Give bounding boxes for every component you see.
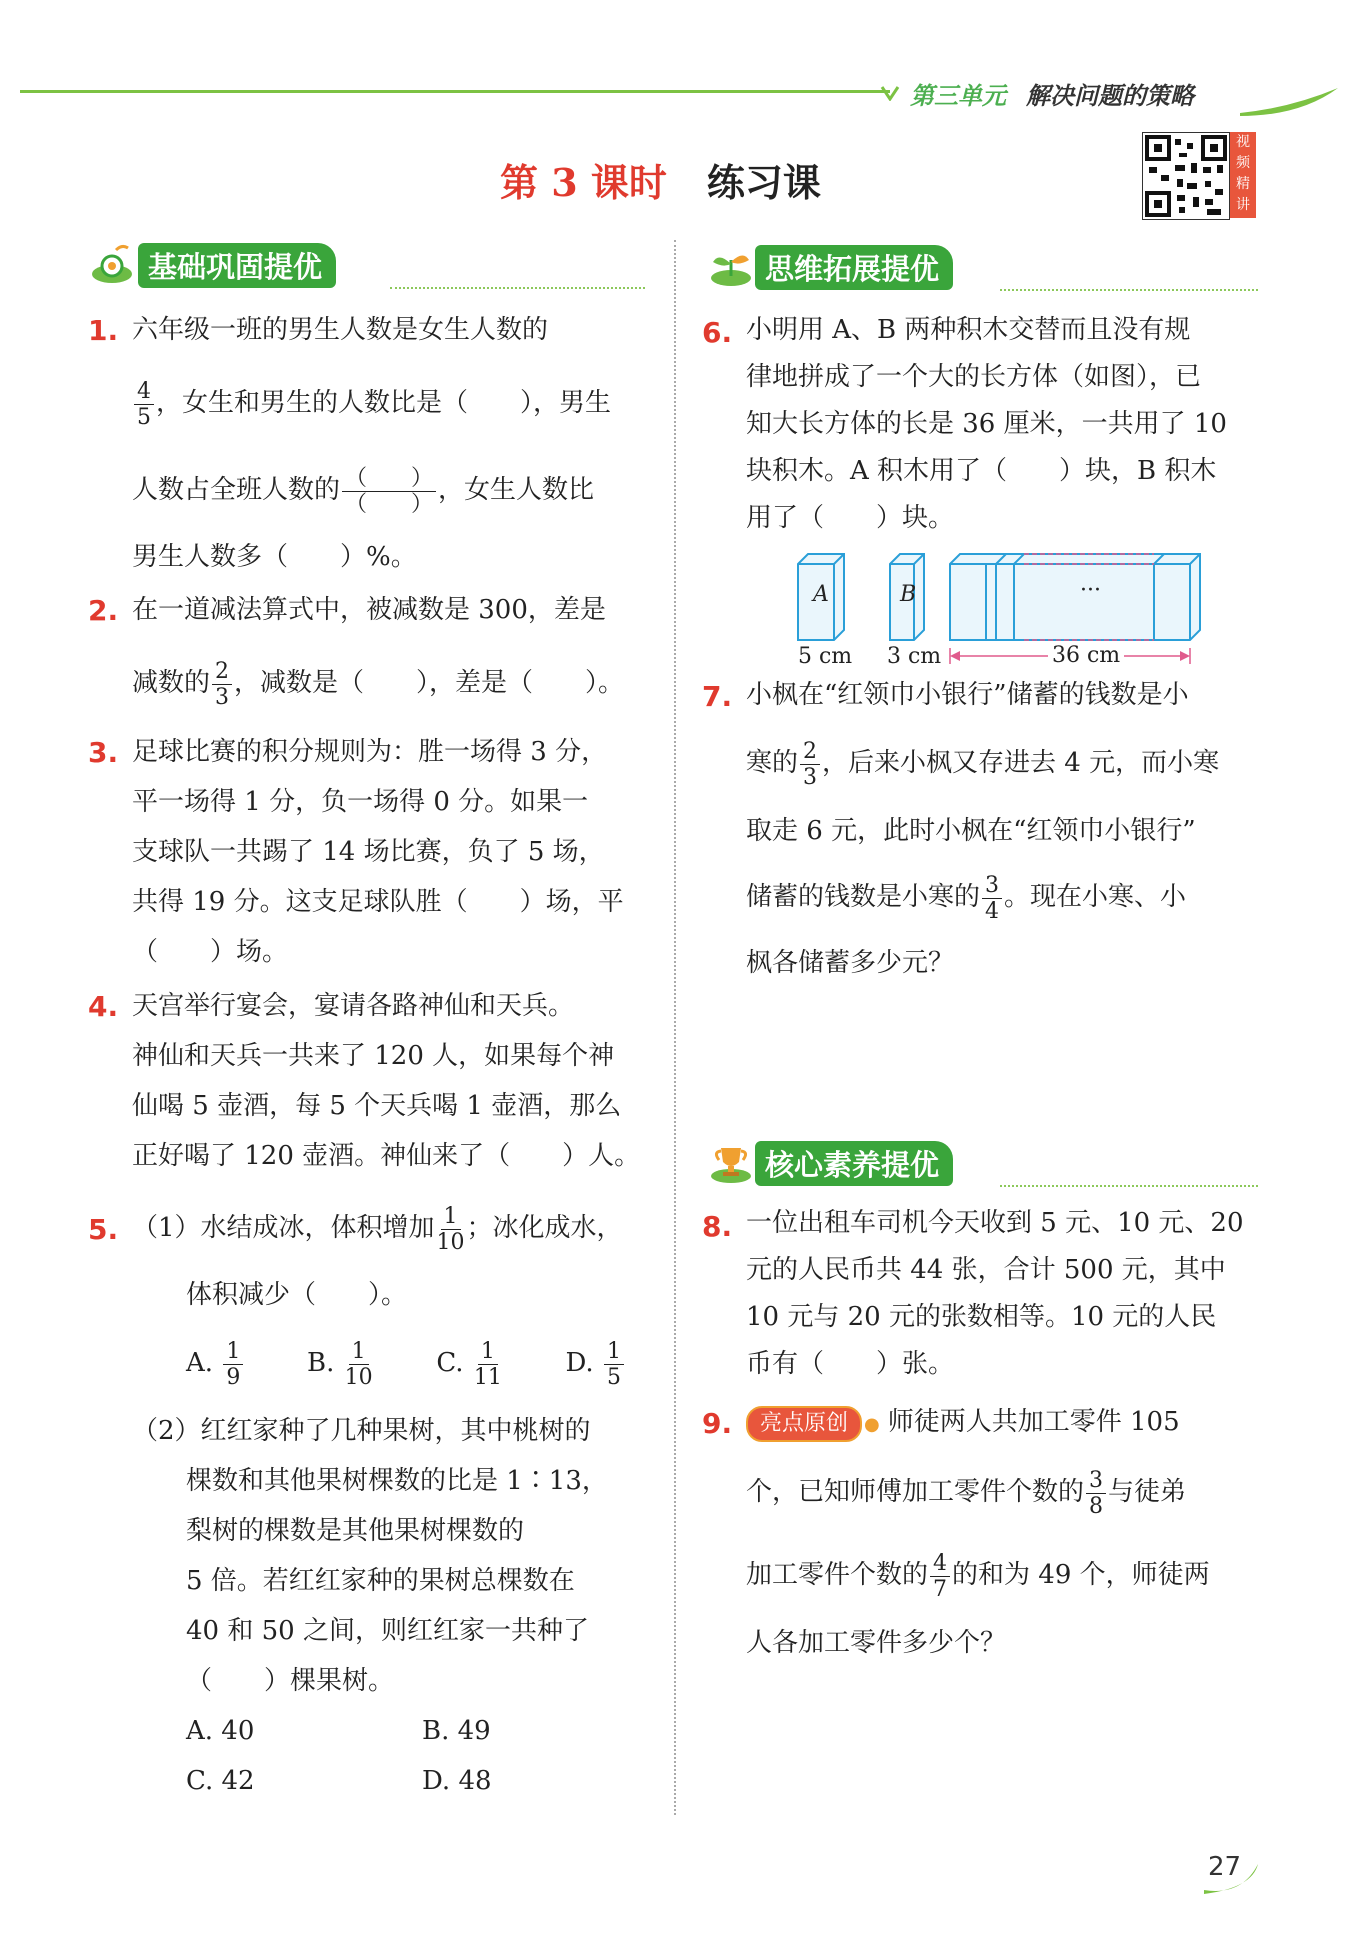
original-badge: 亮点原创 [746, 1406, 862, 1442]
gear-sprout-icon [88, 244, 140, 286]
question-number: 9. [702, 1407, 733, 1440]
section-basic: 基础巩固提优 [88, 245, 336, 285]
question-number: 6. [702, 316, 733, 349]
question-text: 亮点原创 ● 师徒两人共加工零件 105 [746, 1397, 1180, 1450]
question-text: 人数占全班人数的 $\frac{( )}{( )}$ ，女生人数比 [132, 465, 595, 517]
question-text: 取走 6 元，此时小枫在“红领巾小银行” [746, 816, 1196, 846]
block-b-label: B [900, 582, 917, 607]
option-b[interactable]: B. $\frac{1}{10}$ [307, 1338, 373, 1390]
question-text: 减数的 $\frac{2}{3}$ ，减数是（ ），差是（ ）。 [132, 658, 625, 710]
question-text: 储蓄的钱数是小寒的 $\frac{3}{4}$ 。现在小寒、小 [746, 872, 1187, 924]
question-text: 一位出租车司机今天收到 5 元、10 元、20 元的人民币共 44 张，合计 500 元，其中 10 元与 20 元的张数相等。10 元的人民 币有（ ）张。 [746, 1208, 1244, 1379]
question-text: 男生人数多（ ）%。 [132, 542, 417, 572]
fraction: $\frac{2}{3}$ [212, 659, 232, 710]
page-swoosh-icon [1202, 1860, 1262, 1900]
question-text: $\frac{4}{5}$ ，女生和男生的人数比是（ ），男生 [132, 378, 611, 430]
question-text: 小明用 A、B 两种积木交替而且没有规 律地拼成了一个大的长方体（如图），已 知大长方体的长是 36 厘米，一共用了 10 块积木。A 积木用了（ ）块，B 积木 用了（ ）块。 [746, 315, 1227, 533]
question-text: 体积减少（ ）。 [186, 1280, 408, 1310]
fraction: $\frac{4}{5}$ [134, 379, 154, 430]
question-text: 人各加工零件多少个？ [746, 1628, 1007, 1658]
question-text: 寒的 $\frac{2}{3}$ ，后来小枫又存进去 4 元，而小寒 [746, 738, 1220, 790]
question-text: 小枫在“红领巾小银行”储蓄的钱数是小 [746, 680, 1189, 710]
section-rule [390, 287, 645, 289]
block-a-label: A [813, 582, 829, 607]
sprout-icon [705, 246, 757, 288]
swoosh-icon [1240, 88, 1340, 122]
total-length: 36 cm [1048, 643, 1124, 668]
question-number: 1. [88, 314, 119, 347]
blocks-figure [790, 552, 1210, 671]
block-a-length: 5 cm [798, 644, 853, 669]
question-number: 4. [88, 990, 119, 1023]
question-text: 枫各储蓄多少元？ [746, 948, 955, 978]
block-b-length: 3 cm [887, 644, 942, 669]
option-c[interactable]: C. $\frac{1}{11}$ [436, 1338, 502, 1390]
question-text: （1）水结成冰，体积增加 $\frac{1}{10}$ ；冰化成水， [132, 1203, 623, 1255]
lesson-title: 第 3 课时 练习课 [500, 160, 821, 205]
option-a[interactable]: A. $\frac{1}{9}$ [186, 1338, 245, 1390]
options-row [186, 1338, 626, 1390]
option-d[interactable]: D. $\frac{1}{5}$ [566, 1338, 626, 1390]
option-b[interactable]: B. 49 [422, 1716, 491, 1746]
option-c[interactable]: C. 42 [186, 1766, 255, 1796]
question-text: 在一道减法算式中，被减数是 300，差是 [132, 595, 606, 625]
options-grid [186, 1706, 492, 1806]
question-text: 天宫举行宴会，宴请各路神仙和天兵。 神仙和天兵一共来了 120 人，如果每个神 仙喝 5 壶酒，每 5 个天兵喝 1 壶酒，那么 正好喝了 120 壶酒。神仙来了（ ）人。 [132, 991, 641, 1171]
fraction: $\frac{1}{10}$ [436, 1203, 465, 1255]
column-divider [674, 240, 676, 1815]
question-text: （2）红红家种了几种果树，其中桃树的 棵数和其他果树棵数的比是 1∶13， 梨树的棵数是其他果树棵数的 5 倍。若红红家种的果树总棵数在 40 和 50 之间，则红红家一共种了 （ ）棵果树。 [132, 1416, 608, 1696]
answer-fraction-blank[interactable]: $\frac{( )}{( )}$ [342, 466, 436, 517]
section-thinking: 思维拓展提优 [705, 247, 953, 287]
video-tag: 视 频 精 讲 [1230, 132, 1256, 218]
question-text: 六年级一班的男生人数是女生人数的 [132, 315, 549, 345]
page-number: 27 [1208, 1852, 1242, 1882]
question-text: 足球比赛的积分规则为：胜一场得 3 分， 平一场得 1 分，负一场得 0 分。如果一 支球队一共踢了 14 场比赛，负了 5 场， 共得 19 分。这支足球队胜（ ）场，平 （ ）场。 [132, 737, 624, 967]
question-number: 8. [702, 1210, 733, 1243]
question-text: 加工零件个数的 $\frac{4}{7}$ 的和为 49 个，师徒两 [746, 1550, 1210, 1602]
section-rule [1000, 289, 1258, 291]
ellipsis-label: ··· [1080, 578, 1101, 603]
option-d[interactable]: D. 48 [422, 1766, 492, 1796]
section-core: 核心素养提优 [705, 1143, 953, 1183]
question-number: 2. [88, 594, 119, 627]
unit-label: 第三单元 解决问题的策略 [910, 82, 1194, 110]
question-number: 5. [88, 1213, 119, 1246]
fraction: $\frac{3}{4}$ [982, 873, 1002, 924]
leaf-icon [880, 83, 900, 105]
fraction: $\frac{3}{8}$ [1086, 1468, 1106, 1519]
question-text: 个，已知师傅加工零件个数的 $\frac{3}{8}$ 与徒弟 [746, 1467, 1187, 1519]
qr-code-icon[interactable] [1142, 132, 1230, 220]
trophy-icon [705, 1142, 757, 1184]
question-number: 3. [88, 736, 119, 769]
fraction: $\frac{4}{7}$ [930, 1551, 950, 1602]
header-rule [20, 90, 890, 93]
section-rule [1000, 1185, 1258, 1187]
option-a[interactable]: A. 40 [186, 1716, 255, 1746]
question-number: 7. [702, 680, 733, 713]
fraction: $\frac{2}{3}$ [800, 739, 820, 790]
